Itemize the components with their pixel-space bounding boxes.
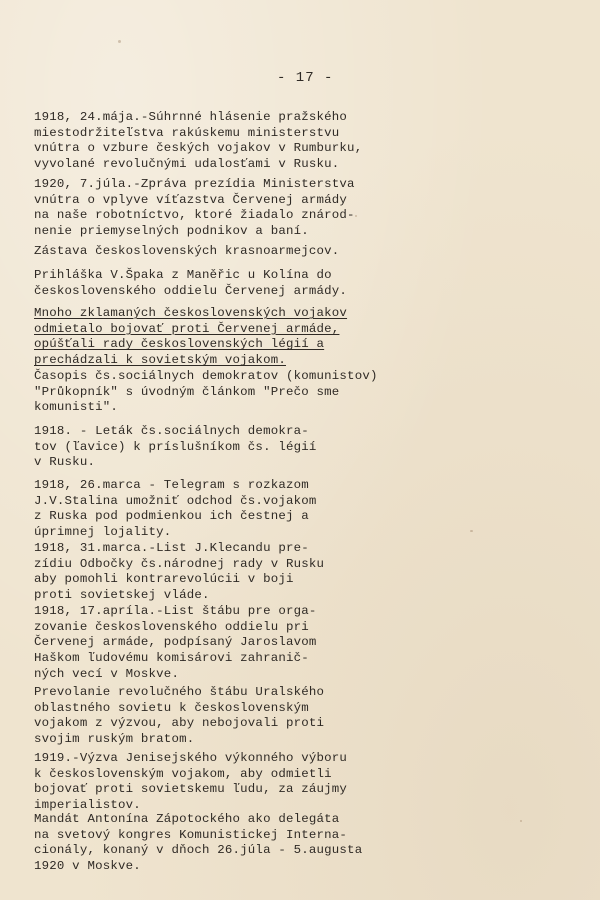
document-entry: 1918, 31.marca.-List J.Klecandu pre- zídiu Odbočky čs.národnej rady v Rusku aby pomohli kontrarevolúcii v boji proti sovietskej vláde.: [34, 541, 325, 603]
document-entry: Prevolanie revolučného štábu Uralského oblastného sovietu k československým vojakom z výzvou, aby nebojovali proti svojim ruským bratom.: [34, 685, 325, 747]
document-entry: 1918, 24.mája.-Súhrnné hlásenie pražského miestodržiteľstva rakúskemu ministerstvu vnútra o vzbure českých vojakov v Rumburku, vyvolané revolučnými udalosťami v Rusku.: [34, 110, 363, 172]
paper-speck: [470, 530, 473, 532]
document-entry: 1918, 26.marca - Telegram s rozkazom J.V.Stalina umožniť odchod čs.vojakom z Ruska pod podmienkou ich čestnej a úprimnej lojality.: [34, 478, 317, 540]
paper-speck: [520, 820, 522, 822]
document-entry: 1918. - Leták čs.sociálnych demokra- tov (ľavice) k príslušníkom čs. légií v Rusku.: [34, 424, 317, 470]
document-entry: Zástava československých krasnoarmejcov.: [34, 244, 340, 258]
document-entry: 1919.-Výzva Jenisejského výkonného výboru k československým vojakom, aby odmietli bojovať proti sovietskemu ľudu, za záujmy imperialistov.: [34, 751, 348, 813]
document-entry-underlined: Mnoho zklamaných československých vojakov odmietalo bojovať proti Červenej armáde, opúšťali rady československých légií a prechádzali k sovietským vojakom.: [34, 306, 348, 368]
document-entry: 1920, 7.júla.-Zpráva prezídia Ministerstva vnútra o vplyve víťazstva Červenej armády na naše robotníctvo, ktoré žiadalo znárod- nenie priemyselných podnikov a baní.: [34, 177, 355, 239]
paper-speck: [118, 40, 121, 43]
document-entry: Prihláška V.Špaka z Maněřic u Kolína do československého oddielu Červenej armády.: [34, 268, 348, 298]
document-entry: 1918, 17.apríla.-List štábu pre orga- zovanie československého oddielu pri Červenej armáde, podpísaný Jaroslavom Haškom ľudovému komisárovi zahranič- ných vecí v Moskve.: [34, 604, 317, 681]
document-entry: Časopis čs.sociálnych demokratov (komunistov) "Průkopník" s úvodným článkom "Prečo sme komunisti".: [34, 369, 378, 415]
document-entry: Mandát Antonína Zápotockého ako delegáta na svetový kongres Komunistickej Interna- cionály, konaný v dňoch 26.júla - 5.augusta 1920 v Moskve.: [34, 812, 363, 874]
page-number: - 17 -: [277, 70, 334, 86]
paper-speck: [355, 215, 357, 217]
